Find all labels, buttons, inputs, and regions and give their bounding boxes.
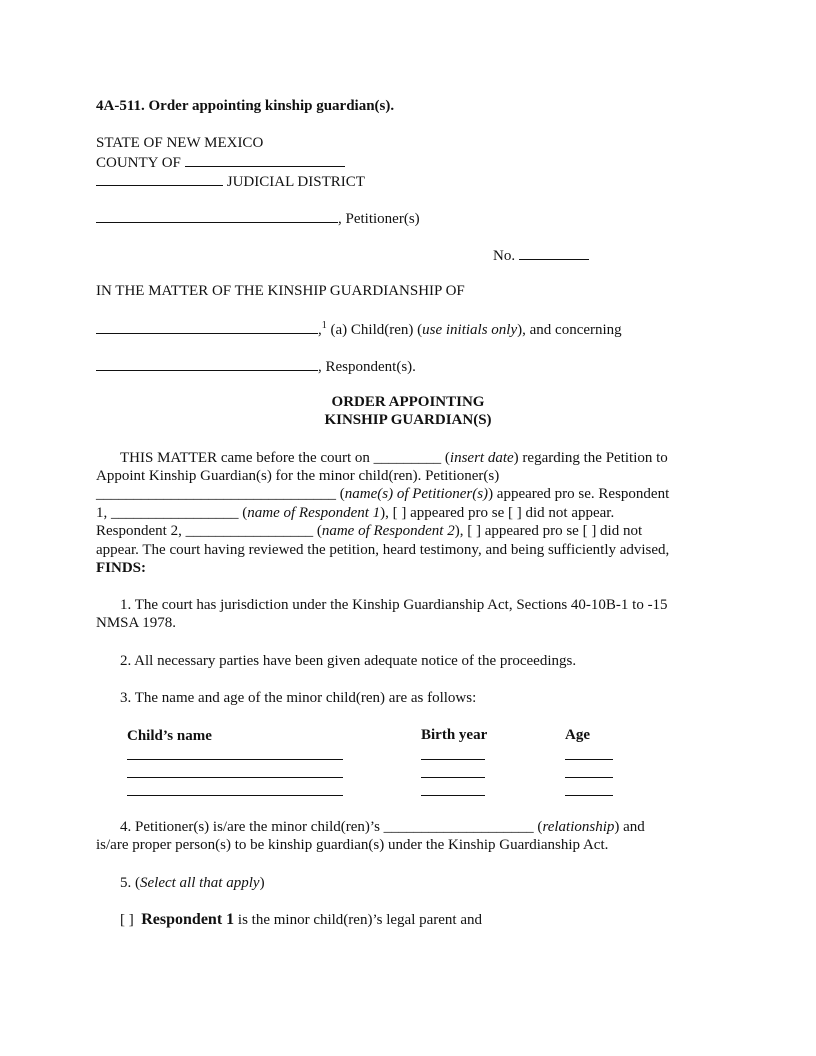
intro-text: Respondent 2, _________________ ( — [96, 523, 322, 539]
state-label: STATE OF NEW MEXICO — [96, 135, 264, 151]
child-row: ,$^1$ (a) Child(ren) (use initials only), and concerning — [96, 319, 622, 339]
intro-text: THIS MATTER came before the court on _________ ( — [120, 450, 450, 466]
finding-5-note: Select all that apply — [140, 875, 260, 891]
age-field-3[interactable] — [565, 795, 613, 796]
finding-4-line1 — [120, 818, 645, 836]
respondent-1-option — [120, 911, 482, 929]
intro-text: ) regarding the Petition to — [513, 450, 668, 466]
respondent-1-text: is the minor child(ren)’s legal parent and — [234, 912, 482, 928]
intro-line5 — [96, 522, 642, 540]
intro-line2: Appoint Kinship Guardian(s) for the minor child(ren). Petitioner(s) — [96, 468, 500, 484]
birth-year-field-2[interactable] — [421, 777, 485, 778]
child-label: (a) Child(ren) ( — [326, 322, 423, 338]
birth-year-field-3[interactable] — [421, 795, 485, 796]
case-number-row — [493, 245, 589, 265]
intro-line1 — [120, 449, 668, 467]
matter-label: IN THE MATTER OF THE KINSHIP GUARDIANSHIP OF — [96, 283, 465, 299]
intro-date-note: insert date — [449, 450, 514, 466]
finding-2: 2. All necessary parties have been given adequate notice of the proceedings. — [120, 653, 577, 669]
child-label-end: ), and concerning — [517, 322, 622, 338]
petitioner-label: , Petitioner(s) — [338, 211, 420, 227]
finding-4-text: 4. Petitioner(s) is/are the minor child(ren)’s ____________________ ( — [120, 819, 543, 835]
intro-line6: appear. The court having reviewed the petition, heard testimony, and being sufficiently advised, — [96, 542, 670, 558]
intro-respondent1-note: name of Respondent 1 — [247, 505, 381, 521]
county-label: COUNTY OF — [96, 155, 181, 171]
table-header-birth-year: Birth year — [421, 727, 488, 743]
respondent-field[interactable] — [96, 356, 318, 371]
intro-text: ) appeared pro se. Respondent — [488, 486, 670, 502]
intro-text: ), [ ] appeared pro se [ ] did not appear. — [380, 505, 615, 521]
intro-line4 — [96, 504, 614, 522]
finding-4-text: ) and — [614, 819, 645, 835]
respondent-1-checkbox[interactable]: [ ] — [120, 912, 134, 928]
intro-respondent2-note: name of Respondent 2 — [321, 523, 455, 539]
finding-1-line1: 1. The court has jurisdiction under the Kinship Guardianship Act, Sections 40-10B-1 to -15 — [120, 597, 668, 613]
county-field[interactable] — [185, 152, 345, 167]
child-initials-field[interactable] — [96, 319, 318, 334]
respondent-1-label: Respondent 1 — [141, 911, 235, 928]
table-header-name: Child’s name — [127, 728, 212, 744]
district-field[interactable] — [96, 171, 223, 186]
finding-5-text: 5. ( — [120, 875, 140, 891]
intro-line3 — [96, 485, 669, 503]
district-row — [96, 171, 365, 191]
table-header-age: Age — [565, 727, 590, 743]
intro-text: ________________________________ ( — [96, 486, 345, 502]
finding-5-text: ) — [259, 875, 265, 891]
child-name-field-3[interactable] — [127, 795, 343, 796]
petitioner-field[interactable] — [96, 208, 338, 223]
case-number-field[interactable] — [519, 245, 589, 260]
age-field-2[interactable] — [565, 777, 613, 778]
intro-text: ), [ ] appeared pro se [ ] did not — [454, 523, 643, 539]
child-name-field-1[interactable] — [127, 759, 343, 760]
order-title-line1: ORDER APPOINTING — [331, 394, 485, 410]
birth-year-field-1[interactable] — [421, 759, 485, 760]
district-label: JUDICIAL DISTRICT — [226, 174, 365, 190]
child-label-note: use initials only — [422, 322, 518, 338]
order-title-line2: KINSHIP GUARDIAN(S) — [324, 412, 492, 428]
finding-4-line2: is/are proper person(s) to be kinship guardian(s) under the Kinship Guardianship Act. — [96, 837, 609, 853]
age-field-1[interactable] — [565, 759, 613, 760]
finding-3: 3. The name and age of the minor child(ren) are as follows: — [120, 690, 477, 706]
finding-1-line2: NMSA 1978. — [96, 615, 177, 631]
respondent-label: , Respondent(s). — [318, 359, 416, 375]
intro-text: 1, _________________ ( — [96, 505, 248, 521]
case-number-label: No. — [493, 248, 516, 264]
form-heading: 4A-511. Order appointing kinship guardian(s). — [96, 98, 395, 114]
respondent-row — [96, 356, 416, 376]
petitioner-row — [96, 208, 420, 228]
finding-5 — [120, 874, 265, 892]
finds-label: FINDS: — [96, 560, 147, 576]
child-name-field-2[interactable] — [127, 777, 343, 778]
finding-4-relationship-note: relationship — [542, 819, 615, 835]
footnote-marker: 1 — [321, 320, 327, 331]
county-row — [96, 152, 345, 172]
intro-petitioner-note: name(s) of Petitioner(s) — [344, 486, 489, 502]
